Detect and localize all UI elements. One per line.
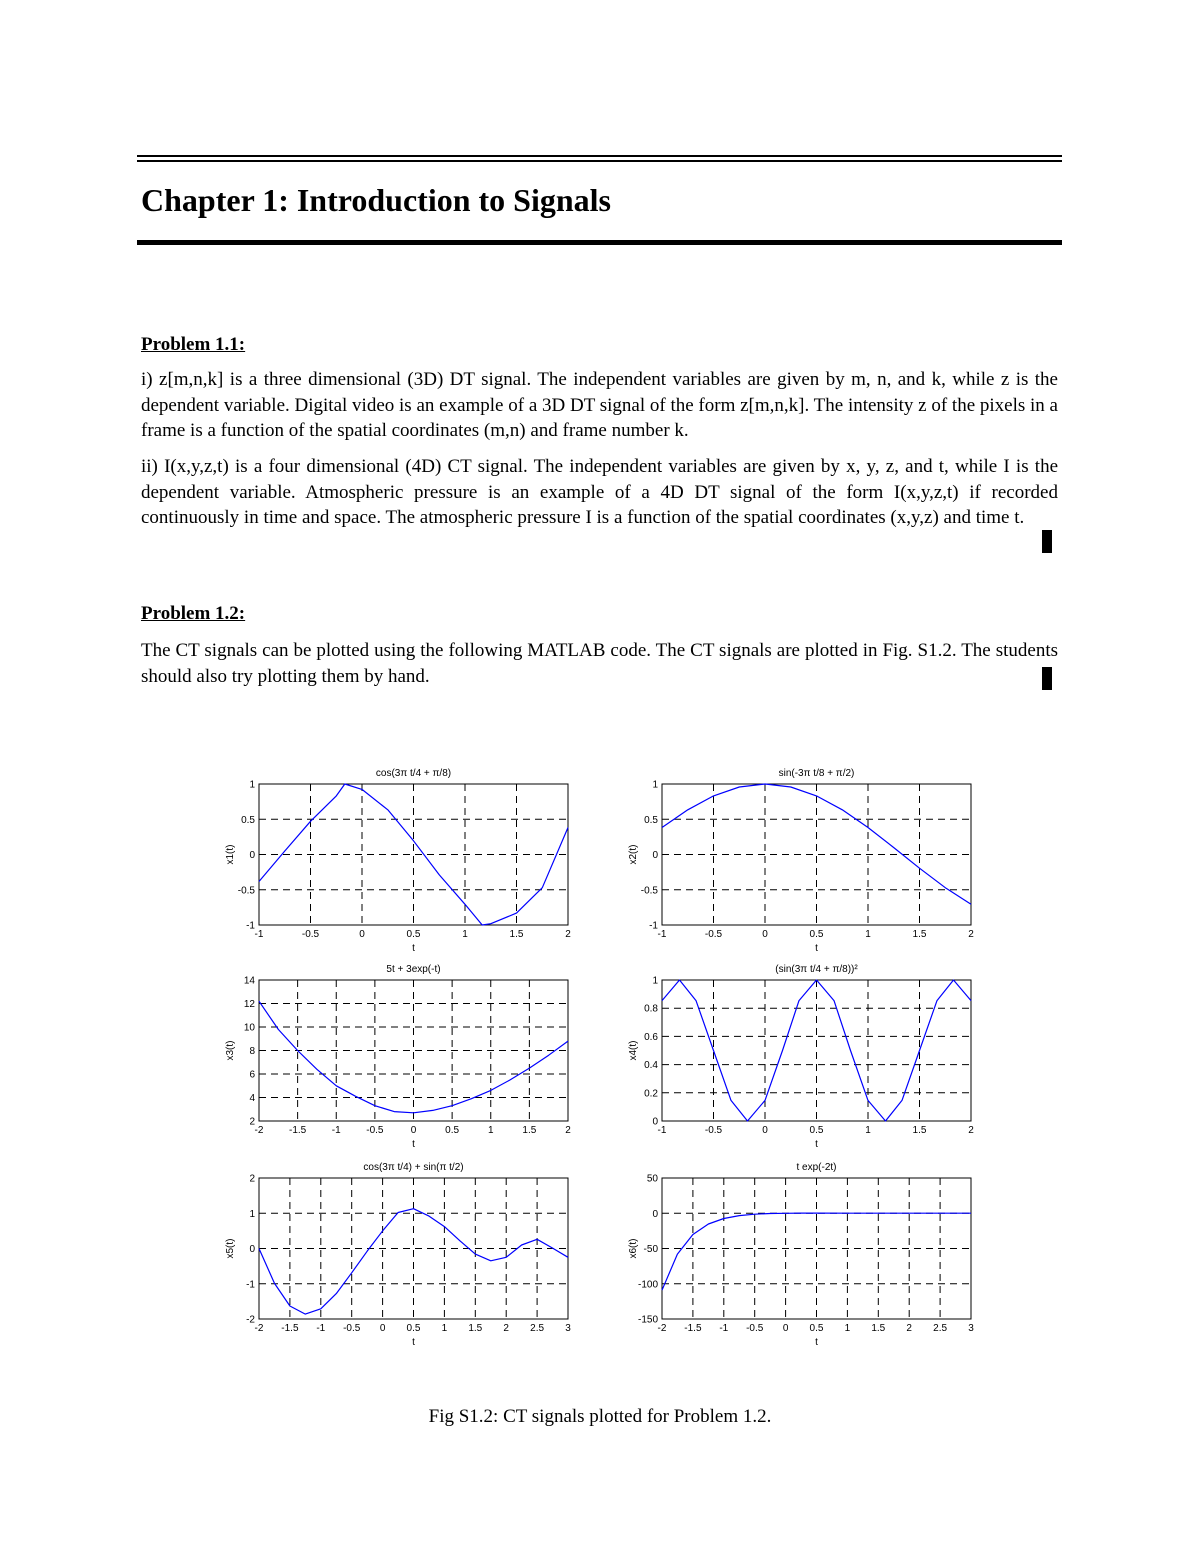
x-tick-label: 0.5 [809, 1125, 824, 1136]
x-tick-label: 0 [379, 1323, 386, 1334]
x-tick-label: -0.5 [704, 929, 723, 940]
problem-1-1-heading: Problem 1.1: [141, 334, 246, 355]
x-tick-label: 2 [906, 1323, 912, 1334]
plot-title: cos(3π t/4 + π/8) [375, 768, 452, 779]
y-tick-label: 1 [249, 1208, 255, 1220]
y-tick-label: 2 [249, 1173, 255, 1185]
plot-frame [662, 980, 971, 1121]
x-tick-label: -0.5 [301, 929, 320, 940]
x-tick-label: 1.5 [912, 1125, 927, 1136]
x-tick-label: 2 [565, 929, 571, 940]
y-tick-label: 0 [652, 850, 658, 861]
x-tick-label: 0 [410, 1125, 417, 1136]
y-tick-label: -2 [246, 1314, 255, 1326]
y-tick-label: 0 [249, 1244, 255, 1255]
x-axis-label: t [412, 1139, 415, 1150]
x-tick-label: 2.5 [530, 1323, 545, 1334]
figure-s1-2 [218, 760, 990, 1360]
plot-frame [259, 1178, 568, 1319]
y-tick-label: 8 [249, 1046, 255, 1057]
y-tick-label: -150 [637, 1314, 658, 1326]
x-tick-label: -2 [657, 1323, 667, 1334]
x-tick-label: -1 [254, 929, 264, 940]
y-tick-label: -0.5 [237, 885, 255, 897]
x-tick-label: 0.5 [809, 1323, 824, 1334]
subplot-2 [628, 768, 974, 954]
plot-title: (sin(3π t/4 + π/8))² [775, 964, 858, 975]
y-tick-label: 10 [243, 1022, 255, 1034]
x-tick-label: 1 [462, 929, 468, 940]
y-tick-label: -0.5 [640, 885, 658, 897]
x-axis-label: t [815, 1337, 818, 1348]
x-tick-label: 2 [565, 1125, 571, 1136]
y-tick-label: 6 [249, 1069, 255, 1081]
x-tick-label: -0.5 [704, 1125, 723, 1136]
x-tick-label: 3 [968, 1323, 974, 1334]
y-tick-label: 0.4 [644, 1060, 658, 1072]
y-tick-label: 14 [243, 975, 255, 987]
y-axis-label: x2(t) [628, 844, 639, 865]
plot-frame [259, 784, 568, 925]
subplot-4 [628, 964, 974, 1150]
x-tick-label: 1.5 [509, 929, 524, 940]
plot-title: sin(-3π t/8 + π/2) [778, 768, 855, 779]
y-tick-label: -50 [643, 1244, 658, 1255]
x-tick-label: -1 [657, 929, 667, 940]
x-tick-label: 2 [503, 1323, 509, 1334]
y-tick-label: 50 [646, 1173, 658, 1185]
x-tick-label: 2.5 [933, 1323, 948, 1334]
top-rule [137, 155, 1062, 157]
x-tick-label: 1.5 [871, 1323, 886, 1334]
x-tick-label: -1.5 [684, 1323, 702, 1334]
y-tick-label: 0.6 [644, 1031, 658, 1043]
plot-title: 5t + 3exp(-t) [386, 964, 441, 975]
x-axis-label: t [412, 1337, 415, 1348]
y-tick-label: 0.5 [241, 814, 255, 826]
end-of-proof-mark-2 [1042, 667, 1052, 690]
y-axis-label: x1(t) [225, 844, 236, 865]
x-tick-label: -1 [316, 1323, 326, 1334]
x-tick-label: -2 [254, 1323, 264, 1334]
x-tick-label: -1 [657, 1125, 667, 1136]
x-tick-label: -2 [254, 1125, 264, 1136]
x-tick-label: 3 [565, 1323, 571, 1334]
y-tick-label: 0.8 [644, 1003, 658, 1015]
y-tick-label: 4 [249, 1093, 255, 1104]
x-tick-label: 1.5 [912, 929, 927, 940]
x-tick-label: 0.5 [406, 1323, 421, 1334]
problem-1-2-text: The CT signals can be plotted using the following MATLAB code. The CT signals are plotted in Fig. S1.2. The students should also try plotting them by hand. [141, 640, 1058, 687]
y-tick-label: -100 [637, 1279, 658, 1291]
x-tick-label: 0 [762, 929, 768, 940]
plot-title: t exp(-2t) [796, 1162, 837, 1173]
problem-1-1-part-i: i) z[m,n,k] is a three dimensional (3D) DT signal. The independent variables are given by m, n, and k, while z is the dependent variable. Digital video is an example of a 3D DT signal of the form z[m,n,k]. The intensity z of the pixels in a frame is a function of the spatial coordinates (m,n) and frame number k. [141, 369, 1058, 441]
subplot-3 [225, 964, 571, 1150]
y-tick-label: -1 [649, 920, 658, 932]
y-tick-label: 1 [249, 779, 255, 791]
x-tick-label: 1.5 [468, 1323, 483, 1334]
x-tick-label: 1 [487, 1125, 494, 1136]
x-axis-label: t [815, 943, 818, 954]
x-tick-label: 2 [968, 1125, 974, 1136]
y-tick-label: 0.2 [644, 1088, 658, 1100]
y-tick-label: -1 [246, 920, 255, 932]
x-axis-label: t [412, 943, 415, 954]
x-tick-label: 0 [359, 929, 365, 940]
x-tick-label: 0.5 [445, 1125, 460, 1136]
chapter-title: Chapter 1: Introduction to Signals [141, 182, 611, 218]
x-tick-label: -1 [719, 1323, 729, 1334]
x-tick-label: -0.5 [366, 1125, 384, 1136]
y-tick-label: -1 [246, 1279, 255, 1291]
x-tick-label: -0.5 [746, 1323, 764, 1334]
figure-plots [218, 760, 990, 1360]
x-tick-label: 0 [782, 1323, 789, 1334]
x-tick-label: 1 [865, 929, 871, 940]
x-tick-label: 1 [865, 1125, 871, 1136]
y-tick-label: 12 [243, 999, 255, 1010]
subplot-6 [628, 1162, 974, 1348]
figure-caption: Fig S1.2: CT signals plotted for Problem 1.2. [428, 1406, 772, 1427]
y-tick-label: 1 [652, 975, 658, 987]
x-tick-label: 0 [762, 1125, 768, 1136]
subplot-5 [225, 1162, 571, 1348]
x-tick-label: -0.5 [343, 1323, 361, 1334]
top-rule-second [137, 160, 1062, 162]
x-tick-label: 1.5 [522, 1125, 537, 1136]
x-tick-label: -1 [331, 1125, 341, 1136]
y-axis-label: x3(t) [225, 1040, 236, 1061]
x-tick-label: 1 [441, 1323, 448, 1334]
x-axis-label: t [815, 1139, 818, 1150]
problem-1-1-part-ii: ii) I(x,y,z,t) is a four dimensional (4D) CT signal. The independent variables are given by x, y, z, and t, while I is the dependent variable. Atmospheric pressure is an example of a 4D DT signal of the form I(x,y,z,t) if recorded continuously in time and space. The atmospheric pressure I is a function of the spatial coordinates (x,y,z) and time t. [141, 456, 1058, 528]
y-axis-label: x4(t) [628, 1040, 639, 1061]
title-underline [137, 240, 1062, 245]
plot-frame [662, 1178, 971, 1319]
y-tick-label: 1 [652, 779, 658, 791]
y-tick-label: 0 [249, 850, 255, 861]
y-tick-label: 0.5 [644, 814, 658, 826]
plot-title: cos(3π t/4) + sin(π t/2) [363, 1162, 464, 1173]
y-tick-label: 0 [652, 1116, 658, 1128]
y-axis-label: x5(t) [225, 1238, 236, 1259]
plot-frame [259, 980, 568, 1121]
y-axis-label: x6(t) [628, 1238, 639, 1259]
y-tick-label: 2 [249, 1116, 255, 1128]
x-tick-label: -1.5 [289, 1125, 307, 1136]
subplot-1 [225, 768, 571, 954]
plot-frame [662, 784, 971, 925]
y-tick-label: 0 [652, 1208, 658, 1220]
x-tick-label: 0.5 [809, 929, 824, 940]
problem-1-2-heading: Problem 1.2: [141, 603, 246, 624]
x-tick-label: 2 [968, 929, 974, 940]
x-tick-label: -1.5 [281, 1323, 299, 1334]
x-tick-label: 0.5 [406, 929, 421, 940]
x-tick-label: 1 [844, 1323, 851, 1334]
end-of-proof-mark [1042, 530, 1052, 553]
